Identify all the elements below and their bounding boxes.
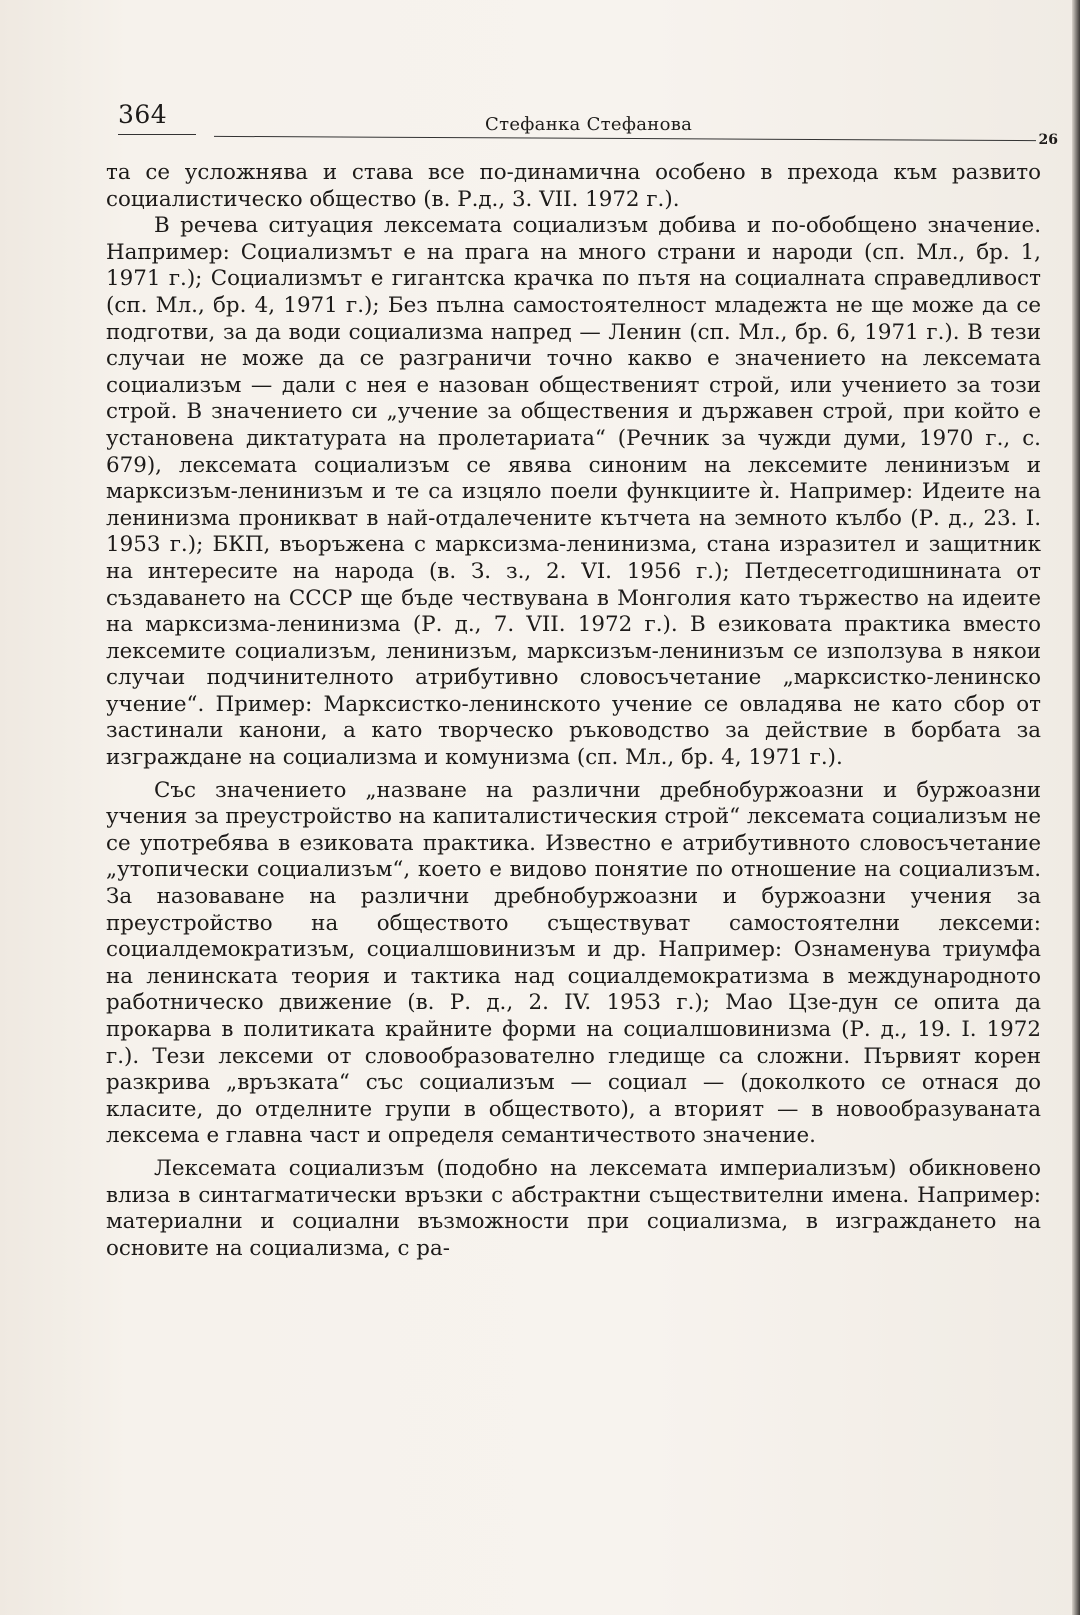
header-rule-left	[118, 134, 196, 135]
running-head: Стефанка Стефанова	[485, 114, 693, 135]
page-edge-shadow	[1072, 0, 1080, 1615]
paragraph-2: В речева ситуация лексемата социализъм добива и по-обобщено значение. Например: Социализмът е на прага на много страни и народи (сп. Мл., бр. 1, 1971 г.); Социализмът е гигантска крачка по пътя на социалната справедливост (сп. Мл., бр. 4, 1971 г.); Без пълна самостоятелност младежта не ще може да се подготви, за да води социализма напред — Ленин (сп. Мл., бр. 6, 1971 г.). В тези случаи не може да се разграничи точно какво е значението на лексемата социализъм — дали с нея е назован общественият строй, или учението за този строй. В значението си „учение за обществения и държавен строй, при който е установена диктатурата на пролетариата“ (Речник за чужди думи, 1970 г., с. 679), лексемата социализъм се явява синоним на лексемите ленинизъм и марксизъм-ленинизъм и те са изцяло поели функциите ѝ. Например: Идеите на ленинизма проникват в най-отдалечените кътчета на земното кълбо (Р. д., 23. I. 1953 г.); БКП, въоръжена с марксизма-ленинизма, стана изразител и защитник на интересите на народа (в. З. з., 2. VI. 1956 г.); Петдесетгодишнината от създаването на СССР ще бъде чествувана в Монголия като тържество на идеите на марксизма-ленинизма (Р. д., 7. VII. 1972 г.). В езиковата практика вместо лексемите социализъм, ленинизъм, марксизъм-ленинизъм се използува в някои случаи подчинителното атрибутивно словосъчетание „марксистко-ленинско учение“. Пример: Марксистко-ленинското учение се овладява не като сбор от застинали канони, а като творческо ръководство за действие в борбата за изграждане на социализма и комунизма (сп. Мл., бр. 4, 1971 г.).	[106, 213, 1041, 771]
paragraph-3: Със значението „назване на различни дребнобуржоазни и буржоазни учения за преустройство на капиталистическия строй“ лексемата социализъм не се употребява в езиковата практика. Известно е атрибутивното словосъчетание „утопически социализъм“, което е видово понятие по отношение на социализъм. За назоваване на различни дребнобуржоазни и буржоазни учения за преустройство на обществото съществуват самостоятелни лексеми: социалдемократизъм, социалшовинизъм и др. Например: Ознаменува триумфа на ленинската теория и тактика над социалдемократизма в международното работническо движение (в. Р. д., 2. IV. 1953 г.); Мао Цзе-дун се опита да прокарва в политиката крайните форми на социалшовинизма (Р. д., 19. I. 1972 г.). Тези лексеми от словообразователно гледище са сложни. Първият корен разкрива „връзката“ със социализъм — социал — (доколкото се отнася до класите, до отделните групи в обществото), а вторият — в новообразуваната лексема е главна част и определя семантичеството значение.	[106, 777, 1041, 1149]
paragraph-4: Лексемата социализъм (подобно на лексемата империализъм) обикновено влиза в синтагматически връзки с абстрактни съществителни имена. Например: материални и социални възможности при социализма, в изграждането на основите на социализма, с ра-	[106, 1155, 1041, 1261]
body-text	[106, 160, 1041, 1262]
page-header	[118, 100, 1058, 146]
page-number: 364	[118, 100, 168, 129]
header-rule-right	[214, 136, 1036, 141]
corner-number: 26	[1038, 132, 1058, 148]
paragraph-1: та се усложнява и става все по-динамична особено в прехода към развито социалистическо общество (в. Р.д., 3. VII. 1972 г.).	[106, 160, 1041, 212]
